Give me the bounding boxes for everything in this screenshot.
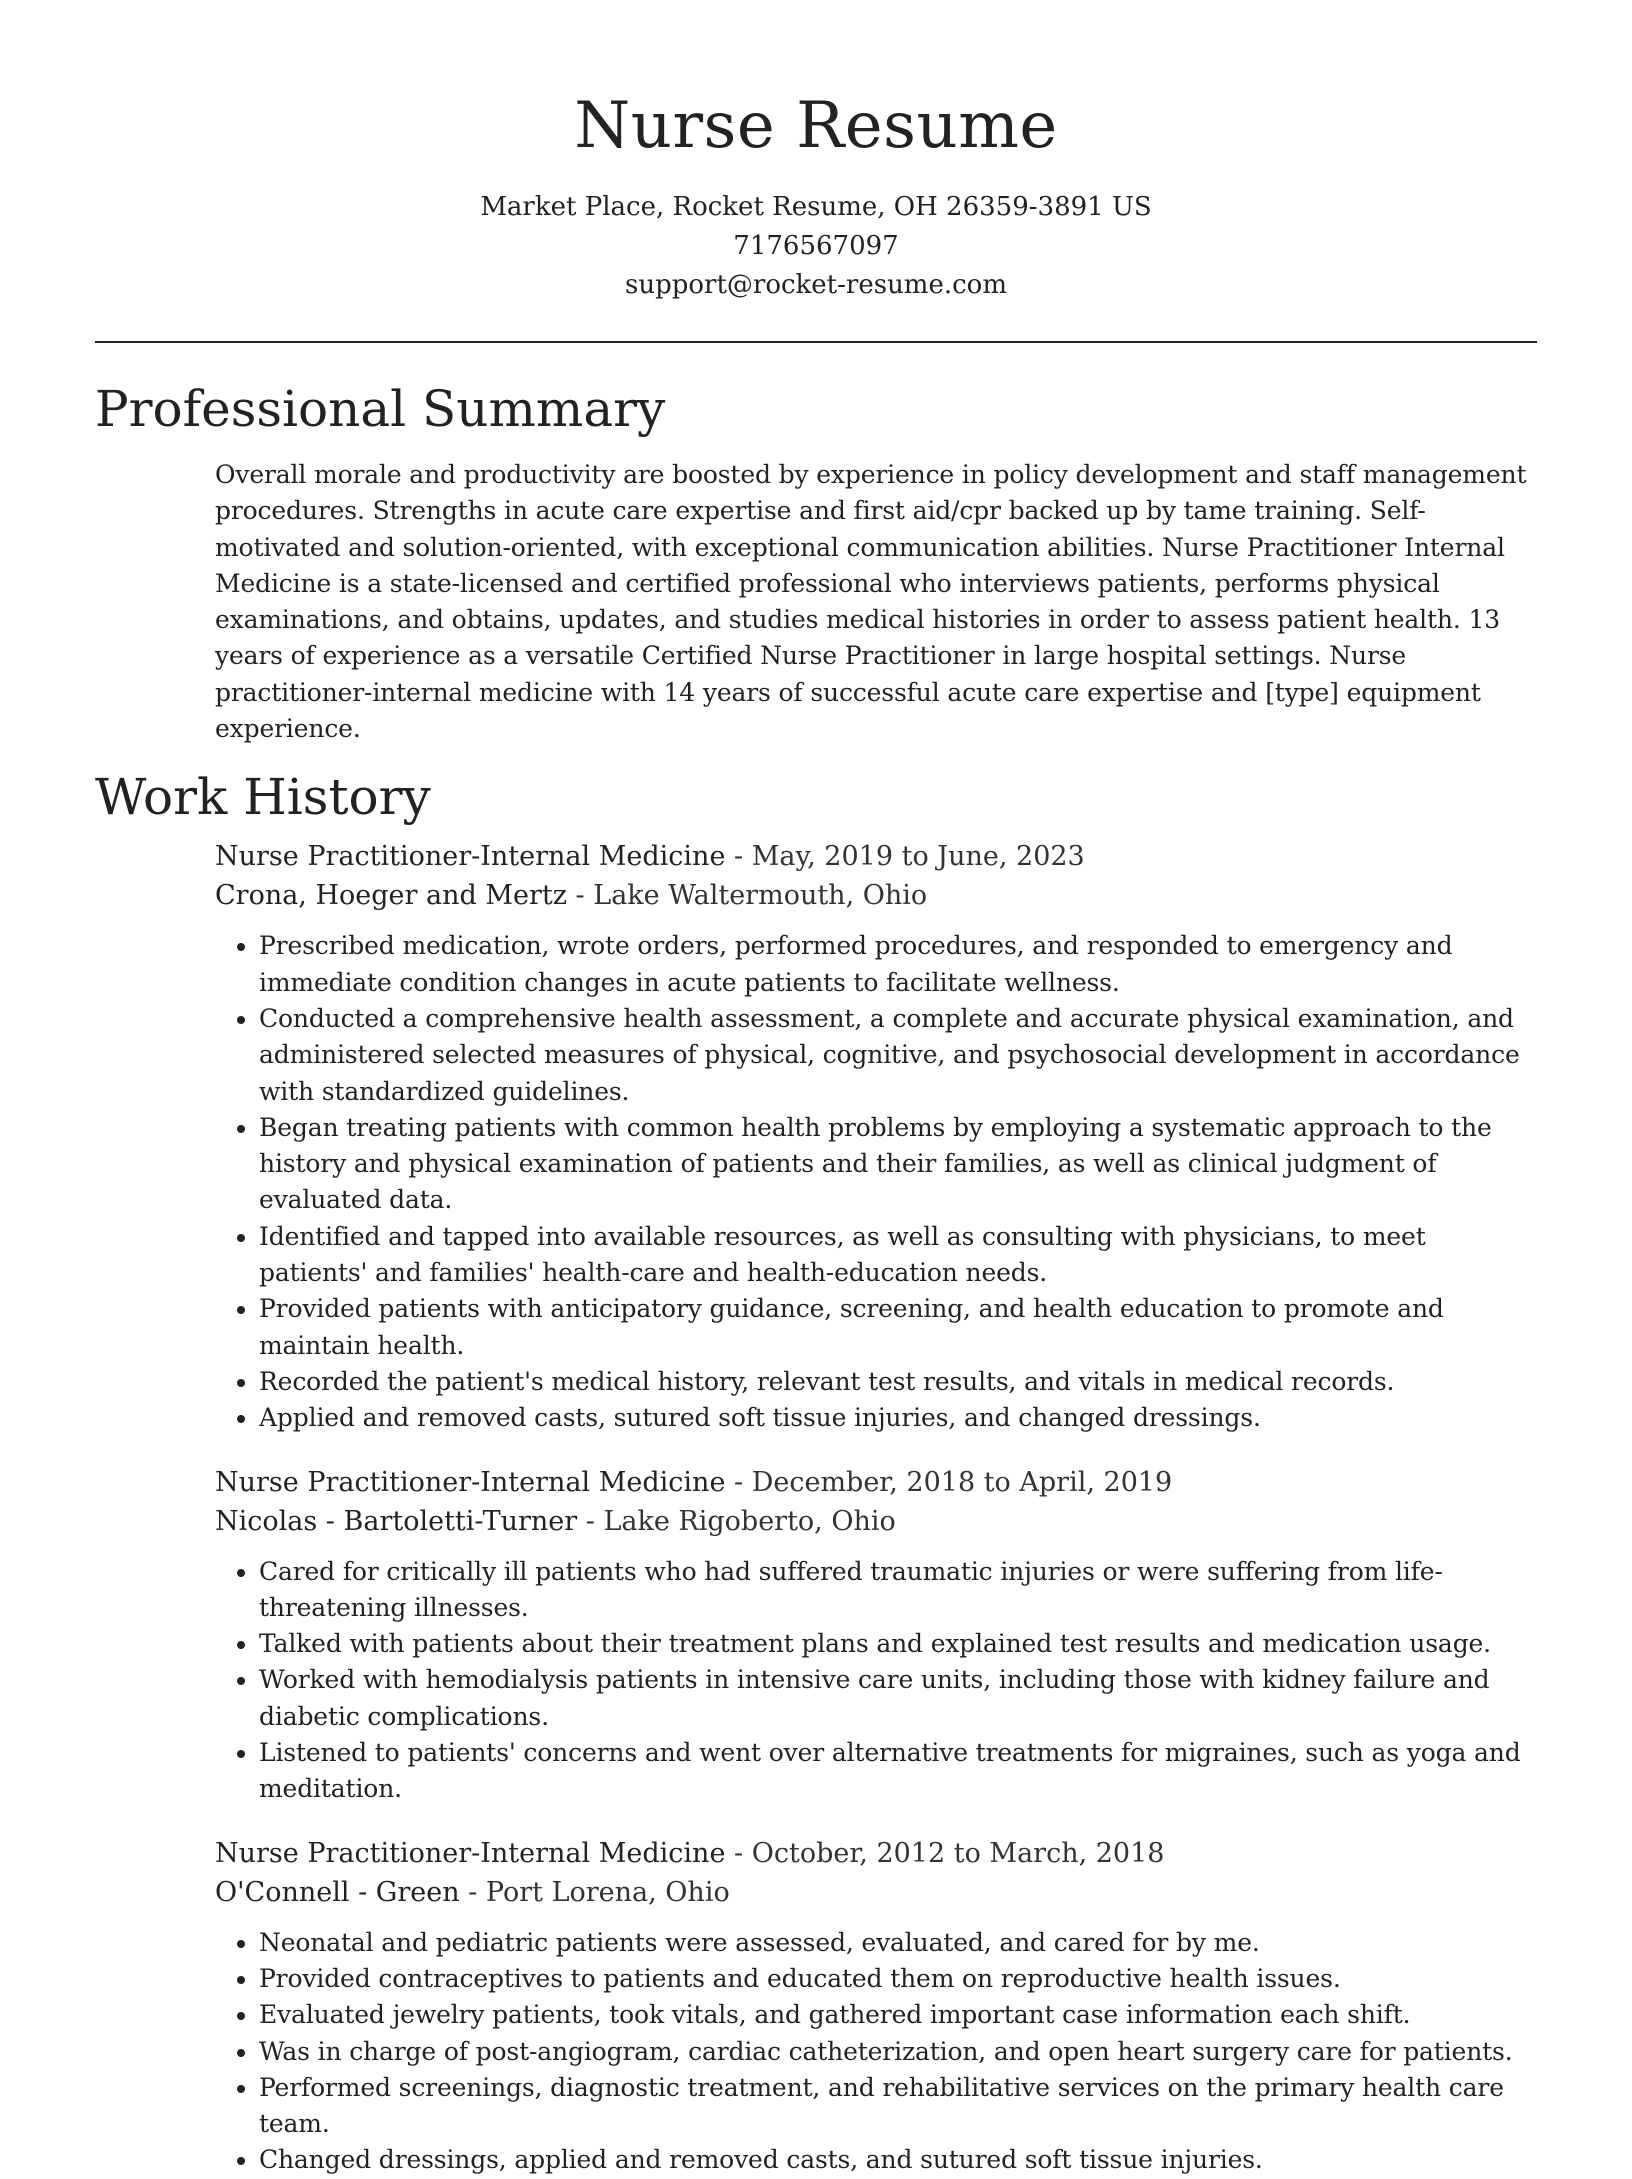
job-company: Nicolas - Bartoletti-Turner [215, 1505, 578, 1537]
job-entry [215, 1834, 1537, 2179]
job-title-line [215, 1834, 1537, 1873]
job-bullet: • Conducted a comprehensive health assessment, a complete and accurate physical examination, and administered selected measures of physical, cognitive, and psychosocial development in accordance with standardized guidelines. [259, 1001, 1537, 1110]
job-bullets [215, 1554, 1537, 1808]
job-entry [215, 837, 1537, 1436]
summary-heading: Professional Summary [95, 380, 666, 438]
job-role: Nurse Practitioner-Internal Medicine [215, 841, 726, 873]
separator: - [725, 1837, 752, 1869]
job-company: Crona, Hoeger and Mertz [215, 880, 567, 912]
summary-section [95, 377, 1537, 747]
contact-email: support@rocket-resume.com [624, 270, 1007, 300]
job-bullet: • Worked with hemodialysis patients in intensive care units, including those with kidney failure and diabetic complications. [259, 1662, 1537, 1735]
job-location: Lake Waltermouth, Ohio [593, 880, 928, 912]
job-bullet: • Was in charge of post-angiogram, cardiac catheterization, and open heart surgery care for patients. [259, 2034, 1537, 2070]
job-bullet: • Evaluated jewelry patients, took vitals, and gathered important case information each shift. [259, 1997, 1537, 2033]
job-location: Lake Rigoberto, Ohio [603, 1505, 896, 1537]
job-bullet: • Prescribed medication, wrote orders, performed procedures, and responded to emergency and immediate condition changes in acute patients to facilitate wellness. [259, 928, 1537, 1001]
job-title-line [215, 837, 1537, 876]
job-bullets [215, 928, 1537, 1436]
job-bullet: • Provided contraceptives to patients and educated them on reproductive health issues. [259, 1961, 1537, 1997]
work-history-heading: Work History [95, 768, 431, 827]
job-bullet: • Changed dressings, applied and removed casts, and sutured soft tissue injuries. [259, 2142, 1537, 2178]
job-entry [215, 1463, 1537, 1808]
job-company-line [215, 876, 1537, 915]
separator: - [725, 841, 752, 873]
separator: - [577, 1505, 604, 1537]
job-bullet: • Recorded the patient's medical history, relevant test results, and vitals in medical records. [259, 1364, 1537, 1400]
job-dates: October, 2012 to March, 2018 [751, 1837, 1165, 1869]
job-company-line [215, 1502, 1537, 1541]
contact-block [95, 188, 1537, 305]
job-bullet: • Talked with patients about their treatment plans and explained test results and medication usage. [259, 1626, 1537, 1662]
job-bullet: • Neonatal and pediatric patients were assessed, evaluated, and cared for by me. [259, 1925, 1537, 1961]
job-bullet: • Applied and removed casts, sutured soft tissue injuries, and changed dressings. [259, 1400, 1537, 1436]
contact-address: Market Place, Rocket Resume, OH 26359-3891 US [480, 192, 1152, 222]
job-dates: May, 2019 to June, 2023 [751, 841, 1085, 873]
job-bullet: • Performed screenings, diagnostic treatment, and rehabilitative services on the primary health care team. [259, 2070, 1537, 2143]
separator: - [566, 880, 594, 912]
job-role: Nurse Practitioner-Internal Medicine [215, 1837, 726, 1869]
separator: - [725, 1466, 752, 1498]
job-title-line [215, 1463, 1537, 1502]
job-company-line [215, 1873, 1537, 1912]
resume-header [95, 0, 1537, 305]
contact-phone: 7176567097 [733, 231, 899, 261]
job-bullet: • Listened to patients' concerns and went over alternative treatments for migraines, such as yoga and meditation. [259, 1735, 1537, 1808]
summary-text: Overall morale and productivity are boosted by experience in policy development and staff management procedures. Strengths in acute care expertise and first aid/cpr backed up by tame training. Self-motivated and solution-oriented, with exceptional communication abilities. Nurse Practitioner Internal Medicine is a state-licensed and certified professional who interviews patients, performs physical examinations, and obtains, updates, and studies medical histories in order to assess patient health. 13 years of experience as a versatile Certified Nurse Practitioner in large hospital settings. Nurse practitioner-internal medicine with 14 years of successful acute care expertise and [type] equipment experience. [215, 460, 1527, 744]
job-bullet: • Cared for critically ill patients who had suffered traumatic injuries or were suffering from life-threatening illnesses. [259, 1554, 1537, 1627]
job-role: Nurse Practitioner-Internal Medicine [215, 1466, 726, 1498]
job-bullet: • Began treating patients with common health problems by employing a systematic approach to the history and physical examination of patients and their families, as well as clinical judgment of evaluated data. [259, 1110, 1537, 1219]
resume-name: Nurse Resume [574, 89, 1058, 163]
job-bullet: • Provided patients with anticipatory guidance, screening, and health education to promote and maintain health. [259, 1291, 1537, 1364]
header-divider [95, 341, 1537, 343]
job-dates: December, 2018 to April, 2019 [751, 1466, 1173, 1498]
work-history-section [95, 765, 1537, 2178]
separator: - [459, 1876, 486, 1908]
job-location: Port Lorena, Ohio [485, 1876, 730, 1908]
job-company: O'Connell - Green [215, 1876, 460, 1908]
job-bullet: • Identified and tapped into available resources, as well as consulting with physicians, to meet patients' and families' health-care and health-education needs. [259, 1219, 1537, 1292]
job-bullets [215, 1925, 1537, 2179]
